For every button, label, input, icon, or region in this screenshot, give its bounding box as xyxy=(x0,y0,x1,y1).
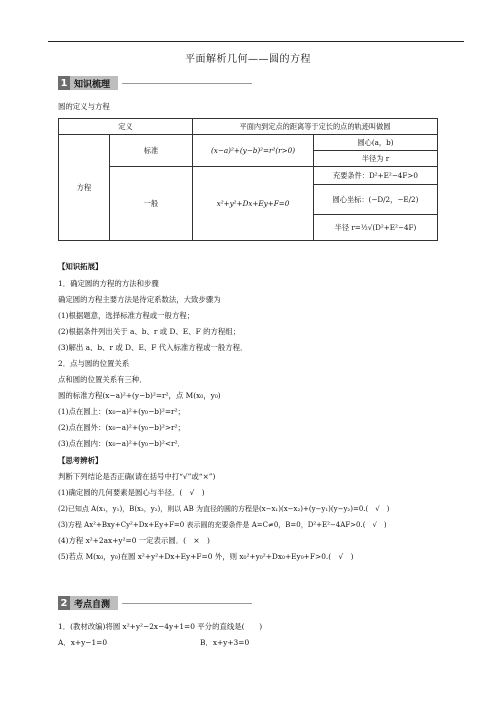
gen-center-cell: 圆心坐标：(−D/2，−E/2) xyxy=(314,185,438,215)
section-divider xyxy=(122,603,252,604)
gen-label-cell: 一般 xyxy=(110,167,193,241)
def-text-cell: 平面内到定点的距离等于定长的点的轨迹叫做圆 xyxy=(193,119,438,135)
section-knowledge-review xyxy=(58,76,252,90)
subheading-circle-definition: 圆的定义与方程 xyxy=(58,102,110,111)
gen-condition-cell: 充要条件：D²+E²−4F>0 xyxy=(314,167,438,185)
expand-line: (1)点在圆上：(x₀−a)²+(y₀−b)²=r²； xyxy=(58,407,185,416)
section-self-test xyxy=(58,596,252,610)
judge-item: (3)方程 Ax²+Bxy+Cy²+Dx+Ey+F=0 表示圆的充要条件是 A=C≠0，B=0，D²+E²−4AF>0.( √ ) xyxy=(58,521,387,529)
quiz-option-a: A．x+y−1=0 xyxy=(58,638,108,647)
expand-line: 1．确定圆的方程的方法和步骤 xyxy=(58,279,159,288)
section-number: 1 xyxy=(58,76,70,90)
circle-definition-table xyxy=(58,118,438,241)
judge-item: (1)确定圆的几何要素是圆心与半径．( √ ) xyxy=(58,488,205,497)
std-center-cell: 圆心(a，b) xyxy=(314,135,438,151)
expand-line: 确定圆的方程主要方法是待定系数法，大致步骤为 xyxy=(58,295,221,304)
expand-line: (1)根据题意，选择标准方程或一般方程； xyxy=(58,311,195,320)
section-label: 考点自测 xyxy=(70,596,118,610)
section-number: 2 xyxy=(58,596,70,610)
section-divider xyxy=(122,83,252,84)
judge-heading: 【思考辨析】 xyxy=(58,456,103,465)
eq-label-cell: 方程 xyxy=(59,135,110,241)
expand-line: 点和圆的位置关系有三种． xyxy=(58,375,147,384)
std-equation-cell: (x−a)²+(y−b)²=r²(r>0) xyxy=(193,135,314,167)
header-rule xyxy=(48,41,464,42)
expand-line: 圆的标准方程(x−a)²+(y−b)²=r²，点 M(x₀，y₀) xyxy=(58,391,221,400)
std-label-cell: 标准 xyxy=(110,135,193,167)
expand-heading: 【知识拓展】 xyxy=(58,262,103,271)
gen-equation-cell: x²+y²+Dx+Ey+F=0 xyxy=(193,167,314,241)
std-radius-cell: 半径为 r xyxy=(314,151,438,167)
expand-line: (2)根据条件列出关于 a、b、r 或 D、E、F 的方程组； xyxy=(58,327,241,336)
page-title: 平面解析几何——圆的方程 xyxy=(185,54,311,65)
expand-line: (2)点在圆外：(x₀−a)²+(y₀−b)²>r²； xyxy=(58,423,185,432)
quiz-option-b: B．x+y+3=0 xyxy=(200,638,250,647)
section-label: 知识梳理 xyxy=(70,76,118,90)
judge-item: (2)已知点 A(x₁，y₁)，B(x₂，y₂)，则以 AB 为直径的圆的方程是(x−x₁)(x−x₂)+(y−y₁)(y−y₂)=0.( √ ) xyxy=(58,505,390,513)
expand-line: (3)点在圆内：(x₀−a)²+(y₀−b)²<r²． xyxy=(58,439,185,448)
gen-radius-cell: 半径 r=½√(D²+E²−4F) xyxy=(314,215,438,241)
expand-line: 2．点与圆的位置关系 xyxy=(58,359,130,368)
judge-intro: 判断下列结论是否正确(请在括号中打“√”或“×”) xyxy=(58,472,216,481)
expand-line: (3)解出 a、b、r 或 D、E、F 代入标准方程或一般方程． xyxy=(58,343,248,352)
quiz-question-1: 1．(教材改编)将圆 x²+y²−2x−4y+1=0 平分的直线是( ) xyxy=(58,622,263,631)
judge-item: (4)方程 x²+2ax+y²=0 一定表示圆．( × ) xyxy=(58,536,210,545)
def-label-cell: 定义 xyxy=(59,119,193,135)
judge-item: (5)若点 M(x₀，y₀)在圆 x²+y²+Dx+Ey+F=0 外，则 x₀²+y₀²+Dx₀+Ey₀+F>0.( √ ) xyxy=(58,552,354,561)
